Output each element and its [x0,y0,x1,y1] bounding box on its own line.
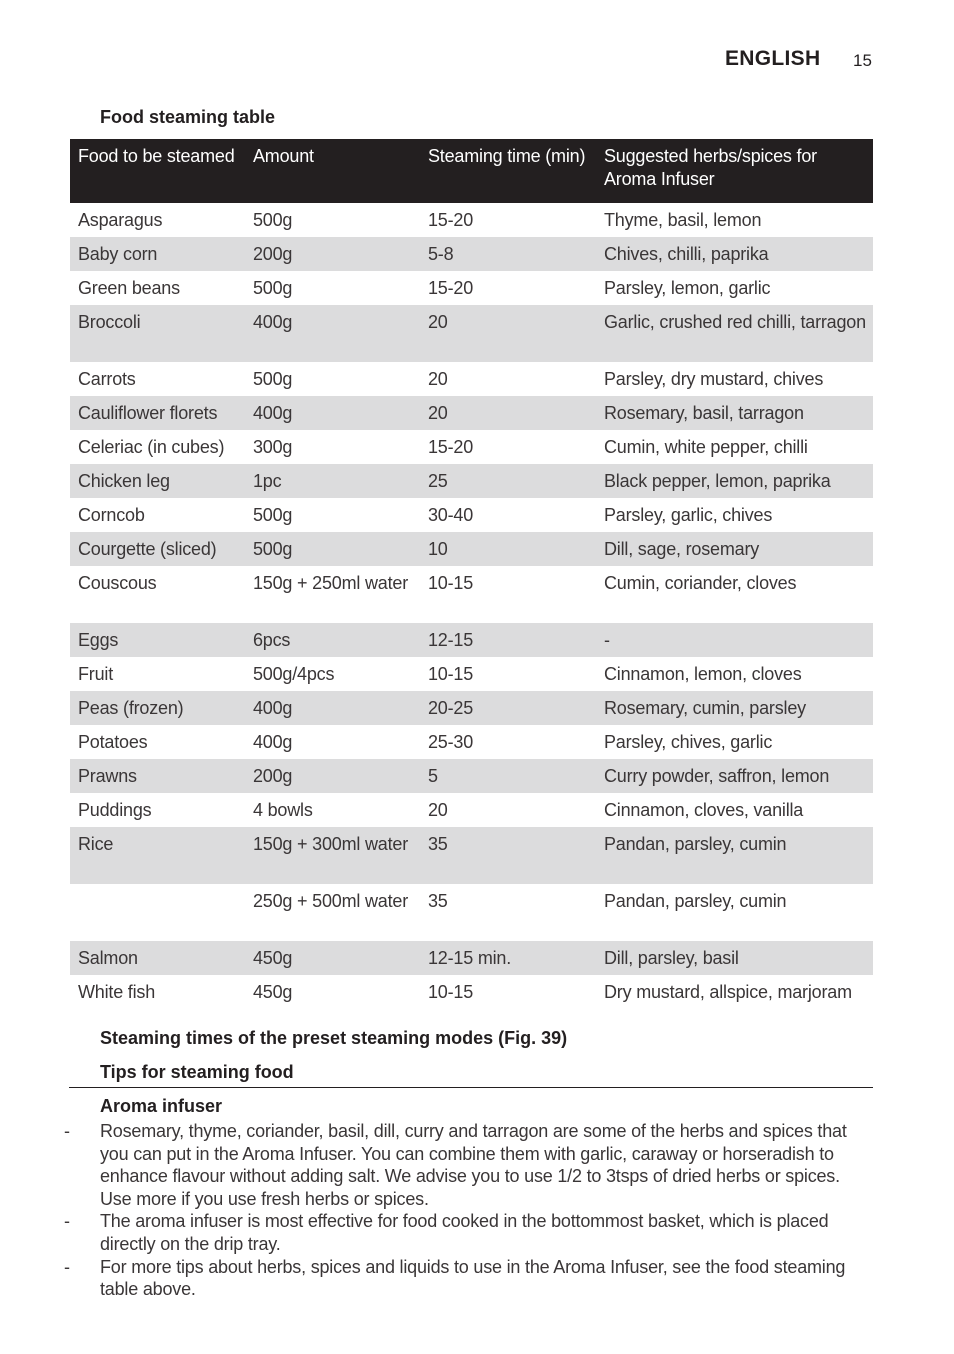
cell-herbs: Cinnamon, lemon, cloves [604,664,802,684]
cell-time: 20 [428,369,448,389]
food-steaming-table [70,139,873,1009]
cell-food: Prawns [70,759,245,793]
table-row [70,884,873,941]
table-row [70,566,873,623]
cell-time: 10-15 [428,982,474,1002]
table-row [70,305,873,362]
cell-time: 20 [420,396,596,430]
cell-food: Corncob [78,505,145,525]
cell-amount: 150g + 300ml water [245,827,420,884]
table-row [70,498,873,532]
page-number: 15 [853,51,872,70]
cell-time: 15-20 [428,210,474,230]
table-row [70,975,873,1009]
cell-time: 12-15 [420,623,596,657]
cell-food: Fruit [78,664,114,684]
cell-time: 15-20 [428,278,474,298]
bullet-dash: - [64,1211,70,1232]
cell-food: Salmon [70,941,245,975]
cell-herbs: Rosemary, cumin, parsley [596,691,873,725]
cell-herbs: Pandan, parsley, cumin [596,827,873,884]
table-row [70,532,873,566]
cell-time: 25 [420,464,596,498]
column-header-food: Food to be steamed [70,139,245,203]
table-row [70,725,873,759]
cell-food: Peas (frozen) [70,691,245,725]
cell-food: White fish [78,982,156,1002]
cell-food: Broccoli [70,305,245,362]
cell-amount: 500g/4pcs [253,664,335,684]
steaming-times-heading: Steaming times of the preset steaming modes (Fig. 39) [100,1028,568,1048]
table-row [70,271,873,305]
cell-herbs: Cinnamon, cloves, vanilla [604,800,804,820]
table-row [70,759,873,793]
column-header-amount: Amount [245,139,420,203]
column-header-herbs: Suggested herbs/spices for Aroma Infuser [596,139,873,203]
table-row [70,793,873,827]
cell-amount: 300g [253,437,293,457]
table-row [70,691,873,725]
table-row [70,396,873,430]
cell-food: Carrots [78,369,136,389]
list-item-text: The aroma infuser is most effective for food cooked in the bottommost basket, which is placed directly on the drip tray. [100,1211,829,1254]
cell-food: Asparagus [78,210,163,230]
cell-herbs: Rosemary, basil, tarragon [596,396,873,430]
table-row [70,203,873,237]
cell-herbs: Thyme, basil, lemon [604,210,762,230]
cell-amount: 400g [245,691,420,725]
table-row [70,237,873,271]
cell-amount: 200g [245,237,420,271]
list-item [64,1256,874,1301]
table-title: Food steaming table [100,107,276,127]
cell-time: 35 [428,891,448,911]
cell-herbs: Dill, sage, rosemary [596,532,873,566]
cell-amount: 500g [253,278,293,298]
list-item-text: For more tips about herbs, spices and liquids to use in the Aroma Infuser, see the food steaming table above. [100,1256,846,1300]
table-body [70,203,873,1009]
cell-food: Chicken leg [70,464,245,498]
cell-food: Eggs [70,623,245,657]
cell-food: Courgette (sliced) [70,532,245,566]
cell-amount: 450g [253,982,293,1002]
tips-heading: Tips for steaming food [100,1062,294,1082]
cell-herbs: Parsley, dry mustard, chives [604,369,824,389]
bullet-dash: - [64,1121,70,1141]
cell-food: Puddings [78,800,152,820]
cell-amount: 400g [245,305,420,362]
cell-amount: 500g [253,505,293,525]
cell-time: 20 [428,800,448,820]
cell-amount: 450g [245,941,420,975]
table-row [70,941,873,975]
cell-time: 5 [420,759,596,793]
cell-herbs: Chives, chilli, paprika [596,237,873,271]
cell-amount: 400g [245,396,420,430]
table-header-row [70,139,873,203]
column-header-time: Steaming time (min) [420,139,596,203]
cell-amount: 400g [253,732,293,752]
cell-time: 20 [420,305,596,362]
cell-food: Baby corn [70,237,245,271]
cell-amount: 150g + 250ml water [253,573,408,593]
bullet-dash: - [64,1256,70,1277]
cell-time: 10 [420,532,596,566]
cell-herbs: Parsley, garlic, chives [604,505,773,525]
table-row [70,430,873,464]
table-row [70,657,873,691]
cell-amount: 200g [245,759,420,793]
table-row [70,464,873,498]
cell-food: Celeriac (in cubes) [78,437,225,457]
cell-food: Green beans [78,278,180,298]
list-item [64,1210,874,1255]
cell-food [70,884,245,941]
cell-time: 10-15 [428,664,474,684]
cell-herbs: Black pepper, lemon, paprika [596,464,873,498]
cell-amount: 500g [245,532,420,566]
cell-food: Potatoes [78,732,148,752]
cell-amount: 4 bowls [253,800,313,820]
cell-herbs: Dill, parsley, basil [596,941,873,975]
aroma-tips-list [64,1120,874,1301]
cell-herbs: Parsley, chives, garlic [604,732,773,752]
cell-food: Couscous [78,573,157,593]
cell-herbs: - [596,623,873,657]
cell-herbs: Dry mustard, allspice, marjoram [604,982,852,1002]
table-row [70,623,873,657]
cell-time: 12-15 min. [420,941,596,975]
list-item [64,1120,874,1210]
cell-herbs: Parsley, lemon, garlic [604,278,771,298]
cell-time: 30-40 [428,505,474,525]
cell-time: 15-20 [428,437,474,457]
cell-herbs: Cumin, white pepper, chilli [604,437,808,457]
cell-herbs: Cumin, coriander, cloves [604,573,797,593]
cell-amount: 250g + 500ml water [253,891,408,911]
aroma-infuser-heading: Aroma infuser [100,1096,223,1116]
cell-time: 20-25 [420,691,596,725]
section-divider [69,1087,873,1088]
cell-time: 5-8 [420,237,596,271]
cell-food: Cauliflower florets [70,396,245,430]
cell-herbs: Curry powder, saffron, lemon [596,759,873,793]
table-row [70,362,873,396]
cell-time: 10-15 [428,573,474,593]
cell-amount: 500g [253,369,293,389]
cell-time: 25-30 [428,732,474,752]
list-item-text: Rosemary, thyme, coriander, basil, dill, curry and tarragon are some of the herbs and spices that you can put in the Aroma Infuser. You can combine them with garlic, caraway or horseradish to enhance flavour without adding salt. We advise you to use 1/2 to 3tsps of dried herbs or spices. Use more if you use fresh herbs or spices. [100,1121,847,1209]
cell-food: Rice [70,827,245,884]
table-row [70,827,873,884]
language-label: ENGLISH [725,47,821,70]
cell-amount: 1pc [245,464,420,498]
cell-amount: 6pcs [245,623,420,657]
cell-herbs: Garlic, crushed red chilli, tarragon [596,305,873,362]
cell-herbs: Pandan, parsley, cumin [604,891,787,911]
cell-amount: 500g [253,210,293,230]
cell-time: 35 [420,827,596,884]
